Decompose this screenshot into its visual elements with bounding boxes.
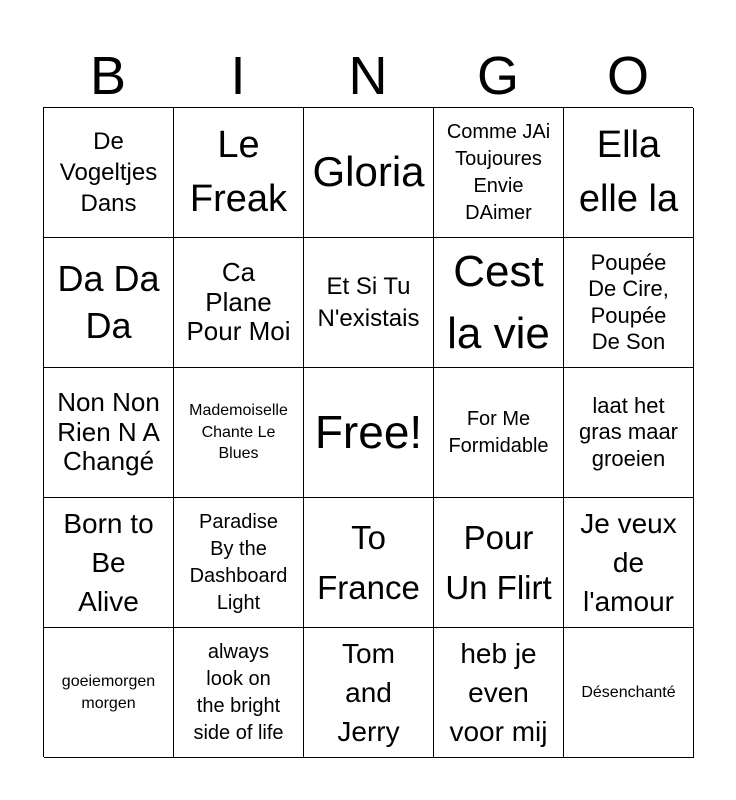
cell-text: Désenchanté — [581, 683, 676, 701]
cell-text: Mademoiselle Chante Le Blues — [189, 402, 288, 463]
bingo-cell[interactable] — [564, 238, 694, 368]
cell-text: always look on the bright side of life — [193, 640, 284, 744]
bingo-cell[interactable] — [174, 238, 304, 368]
bingo-cell[interactable] — [44, 628, 174, 758]
cell-text: Ca Plane Pour Moi — [186, 256, 291, 347]
cell-text: laat het gras maar groeien — [578, 392, 679, 471]
bingo-cell[interactable] — [304, 238, 434, 368]
bingo-cell[interactable] — [564, 108, 694, 238]
bingo-cell[interactable] — [44, 368, 174, 498]
bingo-cell[interactable] — [564, 368, 694, 498]
cell-text: goeiemorgen morgen — [61, 672, 156, 712]
cell-text: Je veux de l'amour — [580, 507, 677, 618]
bingo-cell[interactable] — [44, 108, 174, 238]
cell-text: De Vogeltjes Dans — [59, 127, 158, 218]
bingo-cell[interactable] — [174, 628, 304, 758]
bingo-cell[interactable] — [174, 498, 304, 628]
cell-text: Gloria — [312, 148, 425, 196]
bingo-header — [43, 44, 693, 108]
bingo-cell[interactable] — [304, 628, 434, 758]
cell-text: Free! — [314, 405, 423, 458]
header-letter-i: I — [230, 46, 246, 106]
bingo-cell[interactable] — [44, 498, 174, 628]
cell-text: For Me Formidable — [448, 407, 549, 457]
free-space[interactable] — [304, 368, 434, 498]
bingo-board — [43, 107, 693, 757]
cell-text: Pour Un Flirt — [445, 519, 552, 606]
cell-text: Non Non Rien N A Changé — [57, 386, 160, 477]
bingo-cell[interactable] — [174, 108, 304, 238]
bingo-cell[interactable] — [564, 628, 694, 758]
cell-text: Le Freak — [189, 124, 288, 220]
bingo-cell[interactable] — [434, 498, 564, 628]
cell-text: Comme JAi Toujoures Envie DAimer — [446, 120, 551, 224]
cell-text: Da Da Da — [57, 257, 160, 346]
cell-text: To France — [317, 519, 420, 606]
bingo-cell[interactable] — [174, 368, 304, 498]
header-letter-n: N — [348, 46, 388, 106]
header-letter-b: B — [89, 46, 127, 106]
cell-text: Ella elle la — [578, 124, 679, 220]
bingo-cell[interactable] — [564, 498, 694, 628]
cell-text: Cest la vie — [447, 246, 550, 358]
cell-text: Et Si Tu N'existais — [317, 273, 420, 332]
cell-text: Poupée De Cire, Poupée De Son — [588, 249, 669, 354]
bingo-cell[interactable] — [434, 238, 564, 368]
bingo-cell[interactable] — [304, 498, 434, 628]
header-letter-o: O — [606, 46, 649, 106]
bingo-cell[interactable] — [44, 238, 174, 368]
cell-text: heb je even voor mij — [449, 637, 548, 748]
bingo-cell[interactable] — [434, 368, 564, 498]
bingo-cell[interactable] — [304, 108, 434, 238]
cell-text: Born to Be Alive — [63, 507, 154, 618]
bingo-cell[interactable] — [434, 628, 564, 758]
header-letter-g: G — [476, 46, 519, 106]
bingo-cell[interactable] — [434, 108, 564, 238]
cell-text: Paradise By the Dashboard Light — [189, 510, 288, 614]
cell-text: Tom and Jerry — [337, 637, 400, 748]
